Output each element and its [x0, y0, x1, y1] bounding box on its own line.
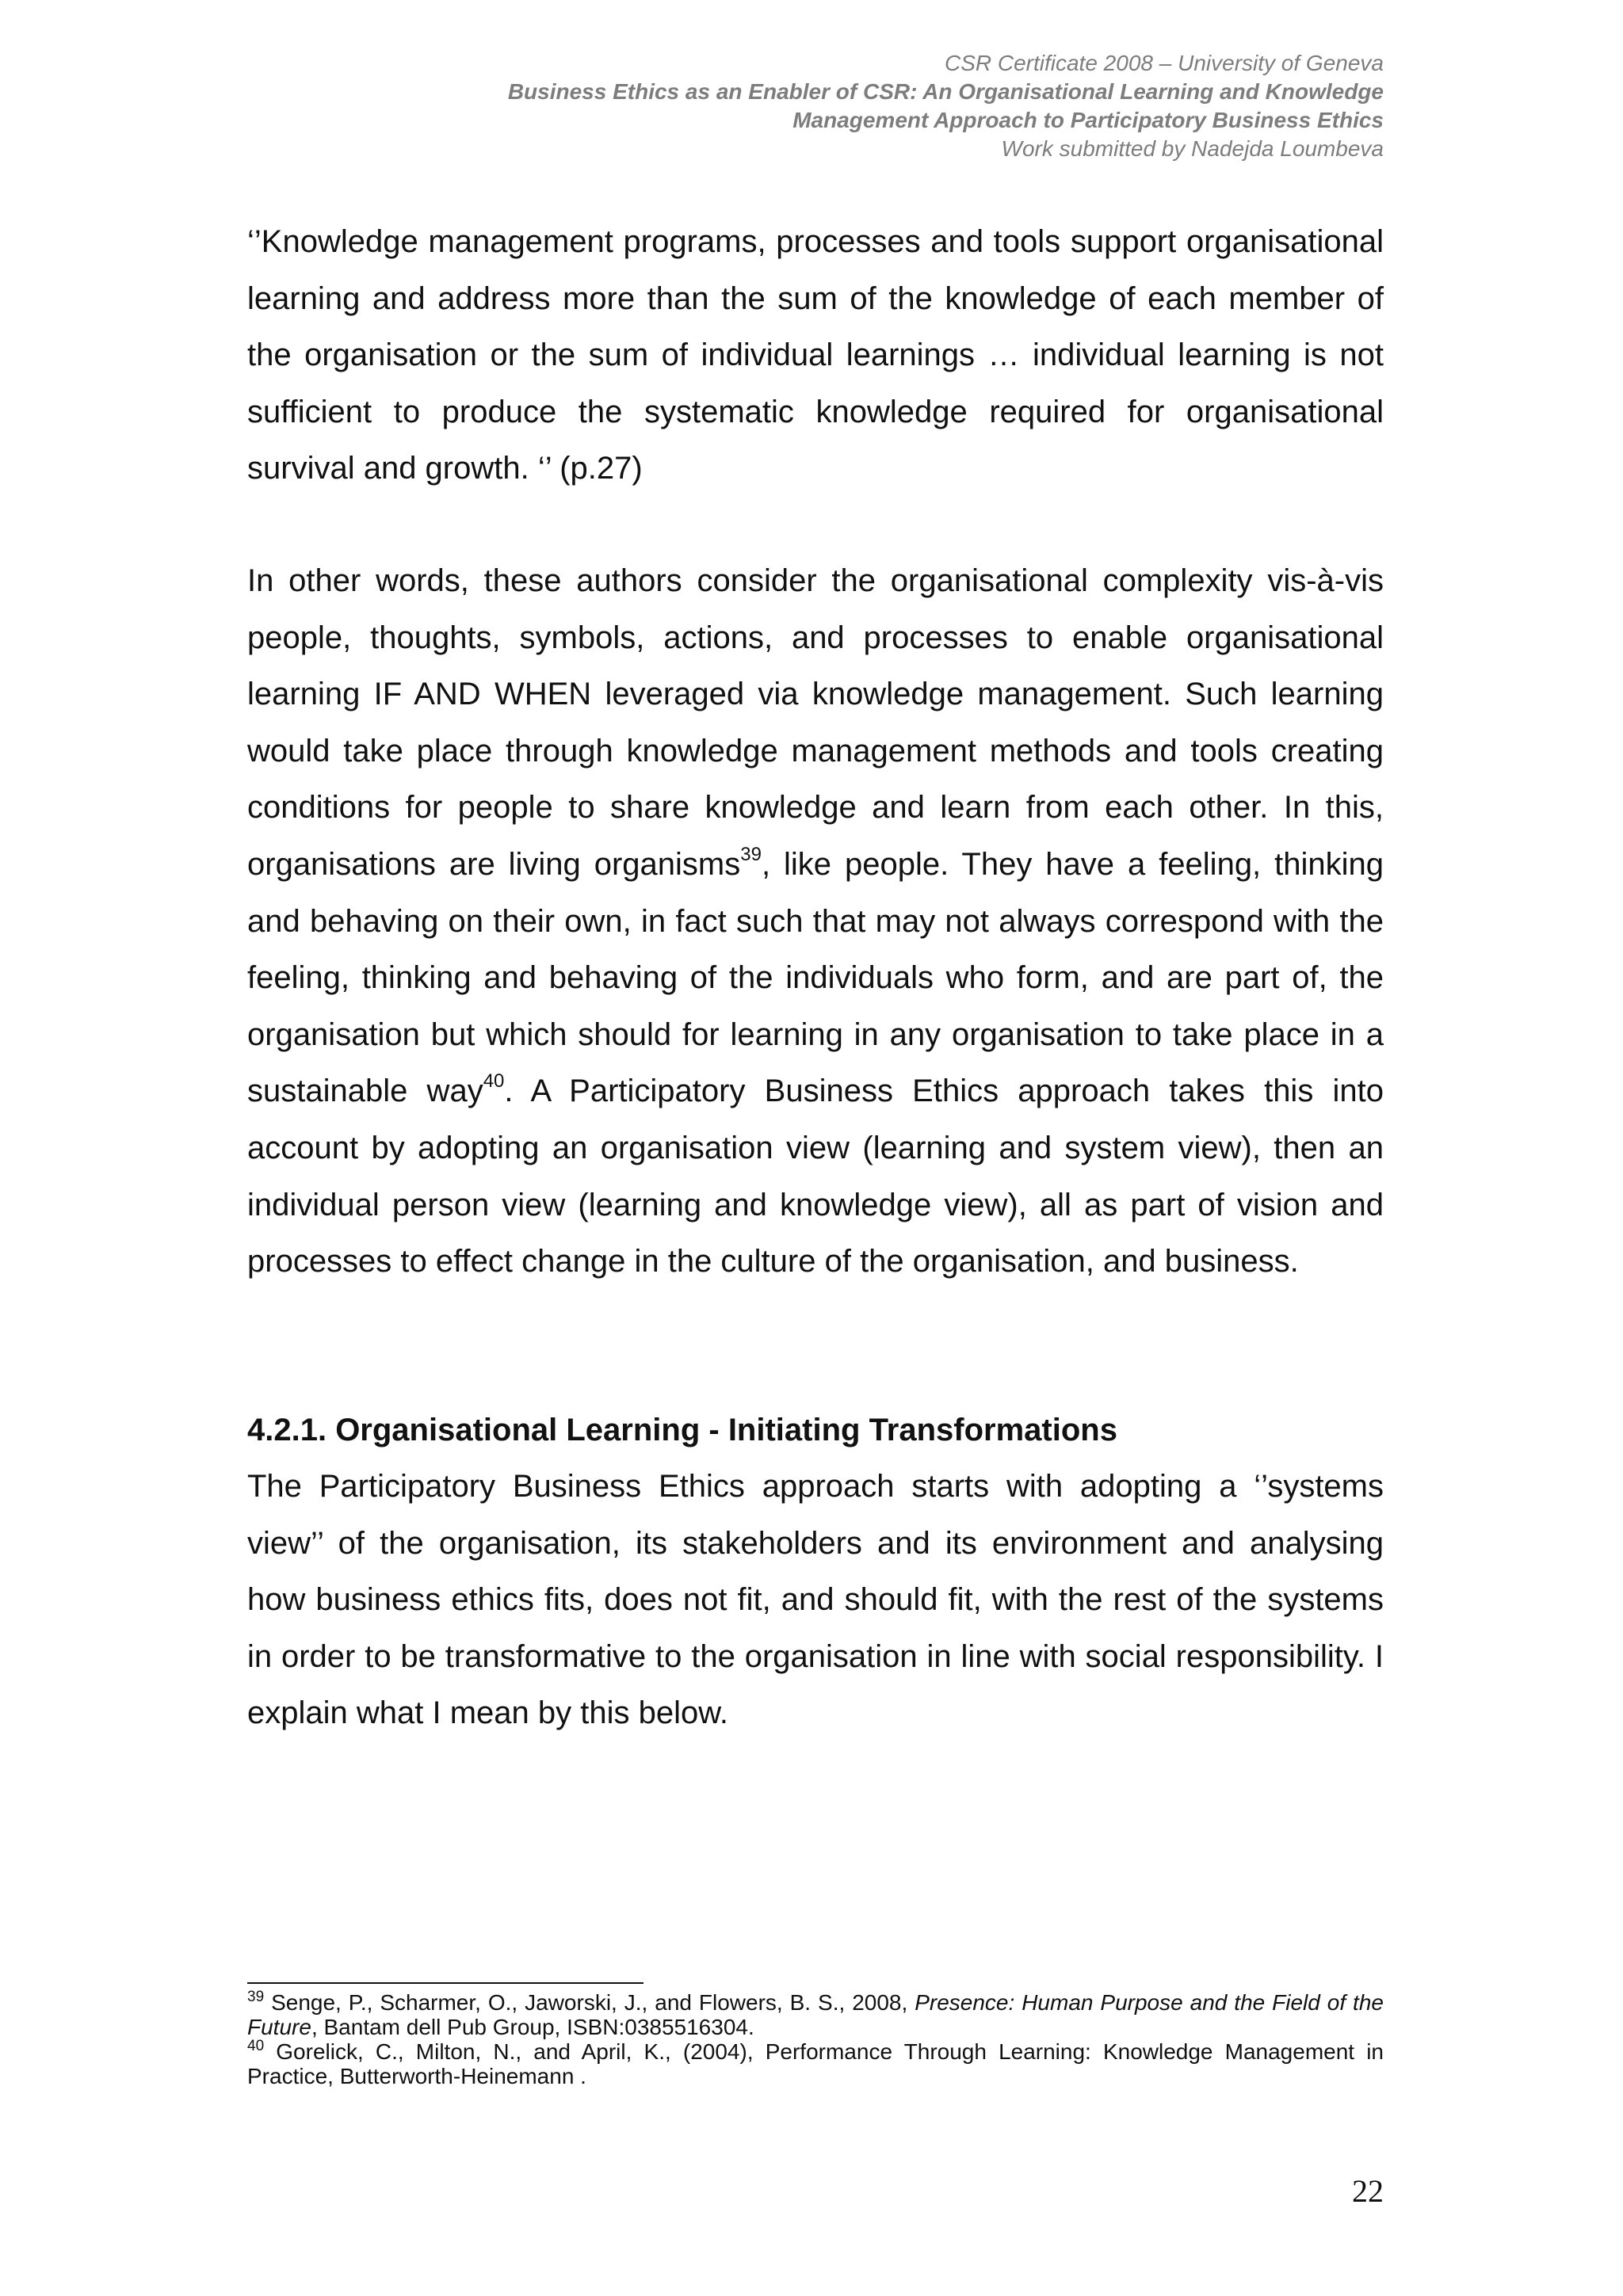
body-paragraph-2 — [247, 553, 1384, 1291]
section-heading: 4.2.1. Organisational Learning - Initiating Transformations — [247, 1413, 1117, 1447]
footnote-40 — [247, 2039, 1384, 2088]
header-certificate: CSR Certificate 2008 – University of Geneva — [944, 51, 1384, 75]
footnote-separator — [247, 1982, 643, 1984]
footnote-text: , Bantam dell Pub Group, ISBN:0385516304. — [311, 2015, 754, 2039]
quote-paragraph: ‘’Knowledge management programs, processes and tools support organisational learning and address more than the sum of the knowledge of each member of the organisation or the sum of individual learnings … individual learning is not sufficient to produce the systematic knowledge required for organisational survival and growth. ‘’ (p.27) — [247, 224, 1384, 486]
footnote-text: Gorelick, C., Milton, N., and April, K., (2004), Performance Through Learning: Knowledge Management in Practice, Butterworth-Heinemann . — [247, 2039, 1384, 2088]
footnote-book-title: Presence: Human Purpose and the Field of the Future — [247, 1990, 1384, 2039]
footnote-text: Senge, P., Scharmer, O., Jaworski, J., and Flowers, B. S., 2008, — [264, 1990, 915, 2015]
footnotes — [247, 1990, 1384, 2088]
footnote-39 — [247, 1990, 1384, 2039]
footnote-ref-40: 40 — [483, 1070, 505, 1093]
running-header — [508, 49, 1384, 163]
footnote-number: 39 — [247, 1989, 265, 2005]
paragraph-2-part-3: . A Participatory Business Ethics approach takes this into account by adopting an organisation view (learning and system view), then an individual person view (learning and knowledge view), all as part of vision and processes to effect change in the culture of the organisation, and business. — [247, 1074, 1384, 1280]
paragraph-2-part-1: In other words, these authors consider the organisational complexity vis-à-vis people, thoughts, symbols, actions, and processes to enable organisational learning IF AND WHEN leveraged via knowledge management. Such learning would take place through knowledge management methods and tools creating conditions for people to share knowledge and learn from each other. In this, organisations are living organisms — [247, 563, 1384, 882]
paragraph-2-part-2: , like people. They have a feeling, thinking and behaving on their own, in fact such that may not always correspond with the feeling, thinking and behaving of the individuals who form, and are part of, the organisation but which should for learning in any organisation to take place in a sustainable way — [247, 846, 1384, 1109]
header-title-line2: Management Approach to Participatory Business Ethics — [792, 108, 1384, 132]
body-paragraph-3: The Participatory Business Ethics approach starts with adopting a ‘’systems view’’ of the organisation, its stakeholders and its environment and analysing how business ethics fits, does not fit, and should fit, with the rest of the systems in order to be transformative to the organisation in line with social responsibility. I explain what I mean by this below. — [247, 1469, 1384, 1731]
footnote-ref-39: 39 — [740, 843, 762, 865]
header-author: Work submitted by Nadejda Loumbeva — [1001, 136, 1384, 161]
footnote-number: 40 — [247, 2038, 265, 2054]
header-title-line1: Business Ethics as an Enabler of CSR: An Organisational Learning and Knowledge — [507, 79, 1384, 104]
page-number: 22 — [1352, 2173, 1384, 2209]
